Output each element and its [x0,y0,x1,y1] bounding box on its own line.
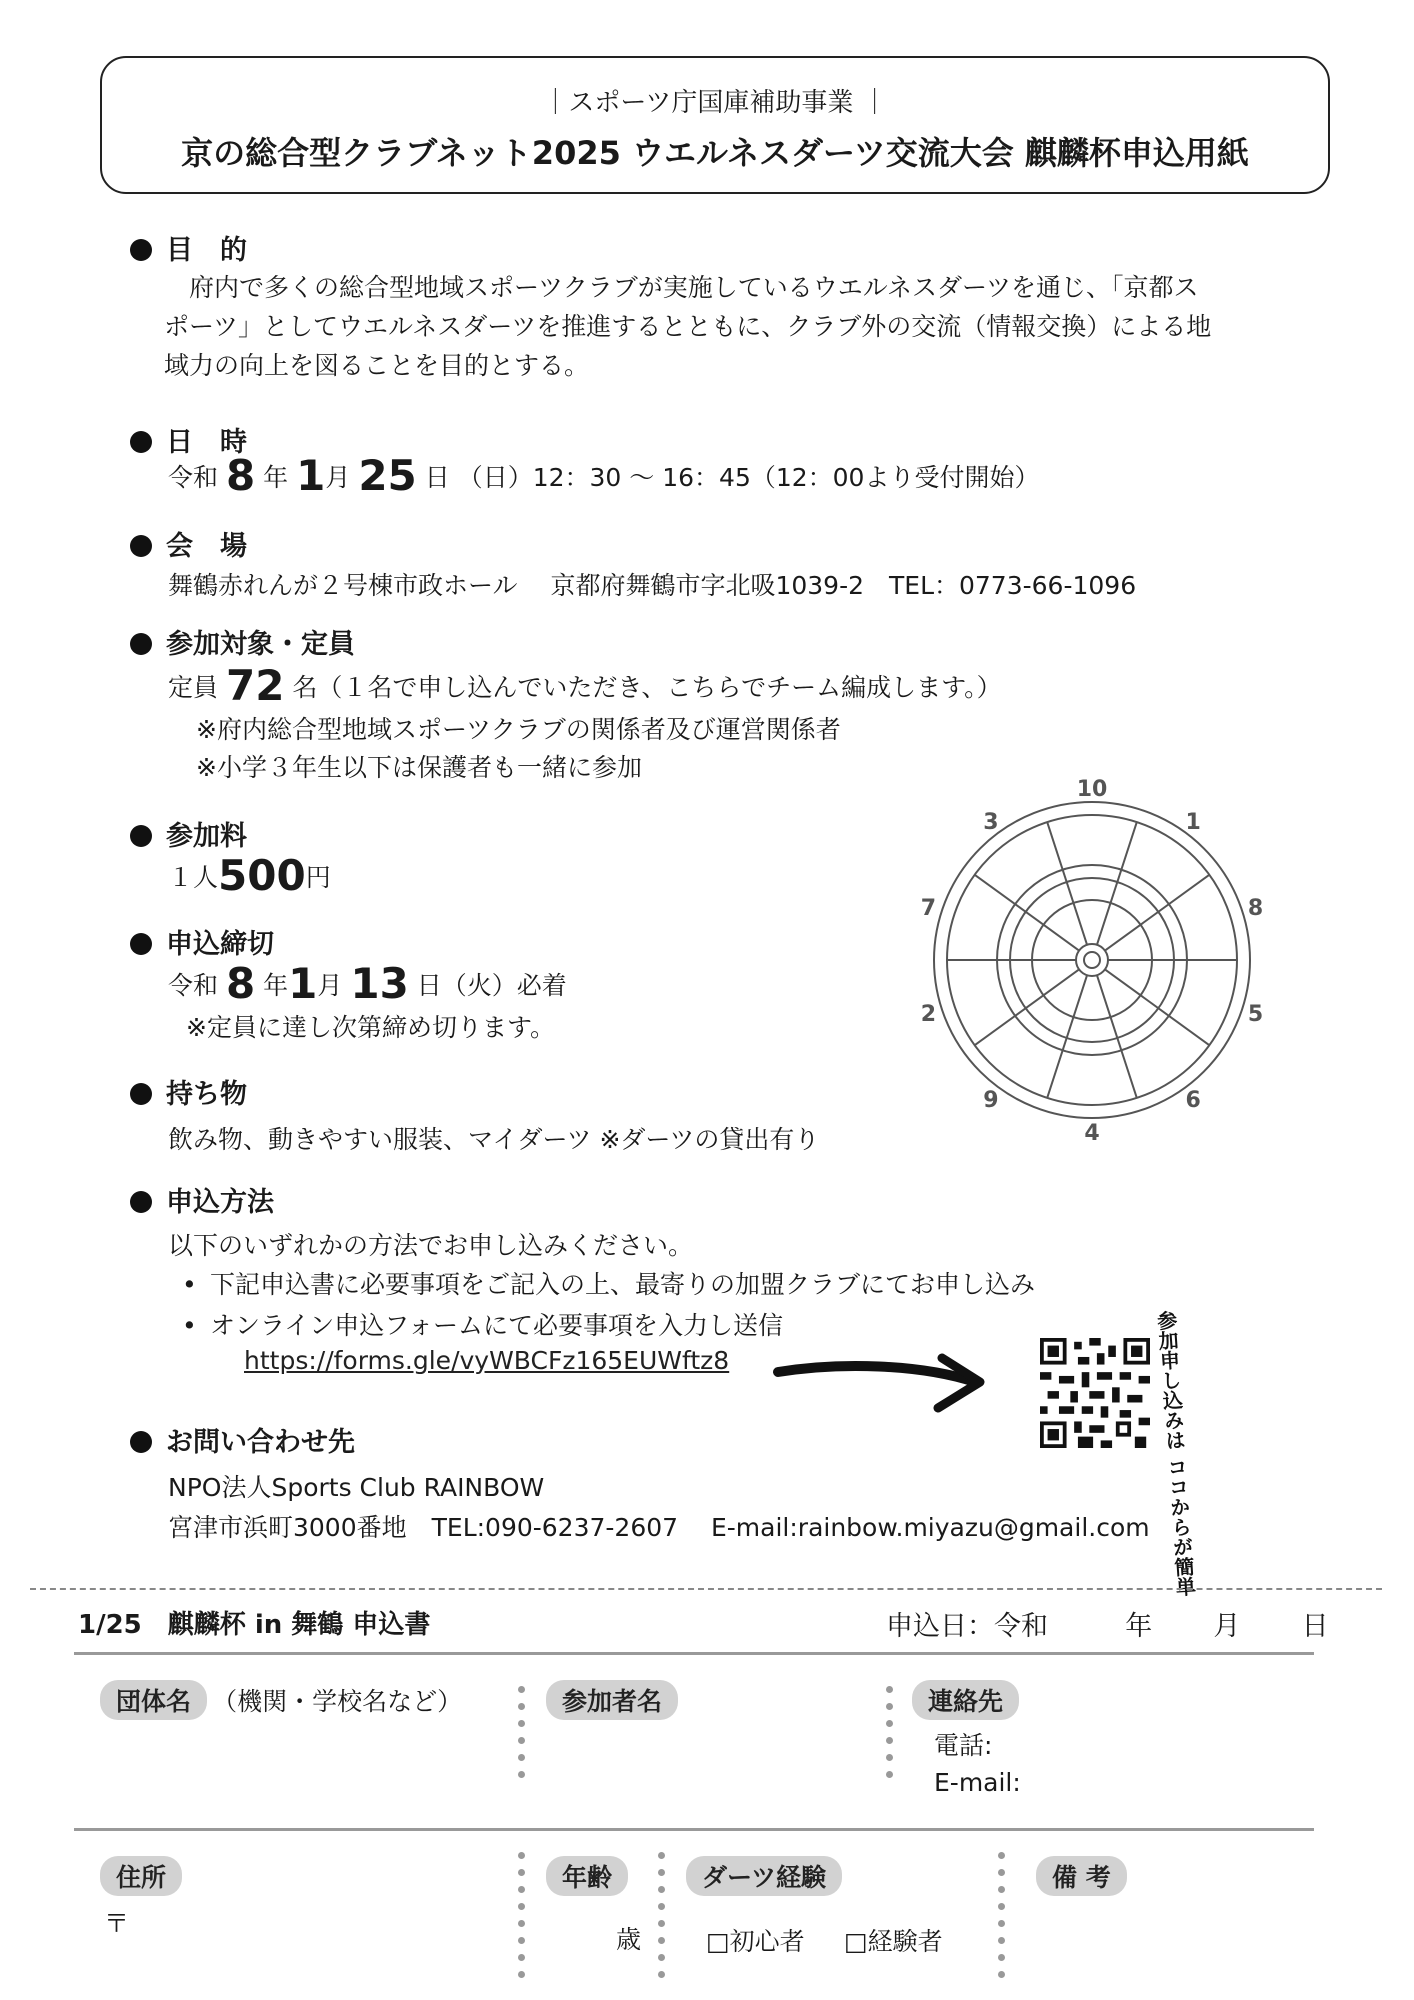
date-label: 申込日：令和 [886,1611,1048,1642]
dartboard-number: 3 [983,809,999,835]
bullet-icon [130,825,152,847]
dartboard-spoke [1047,975,1087,1098]
divider-dotted [518,1686,526,1788]
dartboard-spoke [1097,822,1137,945]
contact-org: NPO法人Sports Club RAINBOW [168,1473,545,1502]
participant-name-field[interactable] [546,1680,678,1720]
bullet-icon [130,933,152,955]
phone-label: 電話: [934,1731,993,1760]
contact-field[interactable] [912,1680,1019,1720]
date-day: 日 [1301,1611,1329,1642]
divider [74,1652,1314,1655]
age-field[interactable] [546,1856,628,1896]
section-eligibility-heading: 参加対象・定員 [130,622,355,661]
qr-code-icon[interactable] [1040,1338,1150,1448]
dartboard-spoke [1097,975,1137,1098]
divider-dotted [518,1852,526,1988]
list-item: • オンライン申込フォームにて必要事項を入力し送信 [168,1305,1035,1346]
divider-dotted [658,1852,666,1988]
section-datetime-heading: 日 時 [130,420,247,459]
contact-label: 連絡先 [912,1680,1019,1720]
beginner-checkbox[interactable]: □初心者 [706,1927,805,1956]
bullet-icon [130,1083,152,1105]
group-name-field[interactable] [100,1680,462,1720]
bullet-icon [130,633,152,655]
darts-experience-label: ダーツ経験 [686,1856,842,1896]
bullet-icon [130,535,152,557]
section-purpose-heading: 目 的 [130,228,247,267]
method-intro: 以下のいずれかの方法でお申し込みください。 [168,1231,694,1260]
application-date [886,1604,1329,1643]
dartboard-number: 4 [1084,1121,1100,1146]
group-name-label: 団体名 [100,1680,207,1720]
capacity-text: 定員 72 名（１名で申し込んでいただき、こちらでチーム編成します。） [168,661,1002,710]
dartboard-number: 8 [1247,895,1264,921]
postal-mark: 〒 [104,1909,130,1938]
list-item: • 下記申込書に必要事項をご記入の上、最寄りの加盟クラブにてお申し込み [168,1264,1035,1305]
datetime-text: 令和 8 年 1月 25 日 （日）12：30 ～ 16：45（12：00より受付開始） [168,451,1040,500]
form-title: 1/25 麒麟杯 in 舞鶴 申込書 [78,1610,431,1640]
section-method-heading: 申込方法 [130,1180,274,1219]
divider [74,1828,1314,1831]
date-month: 月 [1213,1611,1241,1642]
dartboard-illustration [912,770,1272,1150]
remarks-label: 備 考 [1036,1856,1127,1896]
section-contact-heading: お問い合わせ先 [130,1420,355,1459]
purpose-text [164,268,1304,385]
eligibility-note: ※府内総合型地域スポーツクラブの関係者及び運営関係者 [196,715,841,744]
eligibility-note: ※小学３年生以下は保護者も一緒に参加 [196,753,642,782]
age-unit: 歳 [616,1925,642,1954]
deadline-text: 令和 8 年1月 13 日（火）必着 [168,959,567,1008]
qr-note: 参加申し込みは ココからが簡単 [1153,1309,1197,1598]
dartboard-number: 9 [983,1088,999,1114]
bullet-icon [130,1191,152,1213]
dartboard-number: 2 [920,1002,937,1028]
address-label: 住所 [100,1856,182,1896]
bullet-icon [130,431,152,453]
section-deadline-heading: 申込締切 [130,922,274,961]
dartboard-number: 6 [1185,1088,1201,1114]
arrow-right-icon [770,1352,1000,1422]
cut-line [30,1588,1382,1590]
darts-experience-field [686,1856,842,1896]
email-label: E-mail: [934,1768,1021,1797]
dartboard-number: 10 [1076,777,1108,802]
remarks-field[interactable] [1036,1856,1127,1896]
deadline-note: ※定員に達し次第締め切ります。 [186,1013,555,1042]
section-belongings-heading: 持ち物 [130,1072,247,1111]
dartboard-spoke [1105,969,1209,1045]
contact-detail: 宮津市浜町3000番地 TEL:090-6237-2607 E-mail:rainbow.miyazu@gmail.com [168,1513,1150,1542]
dartboard-spoke [1047,822,1087,945]
divider-dotted [886,1686,894,1788]
purpose-line: ポーツ」としてウエルネスダーツを推進するとともに、クラブ外の交流（情報交換）による地 [164,312,1212,341]
purpose-line: 府内で多くの総合型地域スポーツクラブが実施しているウエルネスダーツを通じ、「京都ス [164,273,1199,302]
dartboard-spoke [1105,875,1209,951]
dartboard-number: 1 [1185,809,1201,835]
address-field[interactable] [100,1856,182,1896]
section-venue-heading: 会 場 [130,524,247,563]
participant-name-label: 参加者名 [546,1680,678,1720]
dartboard-number: 7 [920,895,937,921]
method-list [168,1264,1035,1346]
date-year: 年 [1125,1611,1153,1642]
dartboard-number: 5 [1247,1002,1264,1028]
header-box [100,56,1330,194]
document-title: 京の総合型クラブネット2025 ウエルネスダーツ交流大会 麒麟杯申込用紙 [181,134,1249,172]
application-form-link[interactable]: https://forms.gle/vyWBCFz165EUWftz8 [244,1346,730,1375]
fee-text: １人500円 [168,851,331,900]
age-label: 年齢 [546,1856,628,1896]
dartboard-spoke [975,875,1079,951]
experienced-checkbox[interactable]: □経験者 [844,1927,943,1956]
header-subtitle: ｜スポーツ庁国庫補助事業 ｜ [542,88,888,118]
bullet-icon [130,239,152,261]
dartboard-spoke [975,969,1079,1045]
belongings-text: 飲み物、動きやすい服装、マイダーツ ※ダーツの貸出有り [168,1125,820,1154]
bullet-icon [130,1431,152,1453]
divider-dotted [998,1852,1006,1988]
group-name-note: （機関・学校名など） [212,1687,463,1716]
venue-text: 舞鶴赤れんが２号棟市政ホール 京都府舞鶴市字北吸1039-2 TEL：0773-66-1096 [168,571,1137,600]
section-fee-heading: 参加料 [130,814,247,853]
purpose-line: 域力の向上を図ることを目的とする。 [164,351,590,380]
